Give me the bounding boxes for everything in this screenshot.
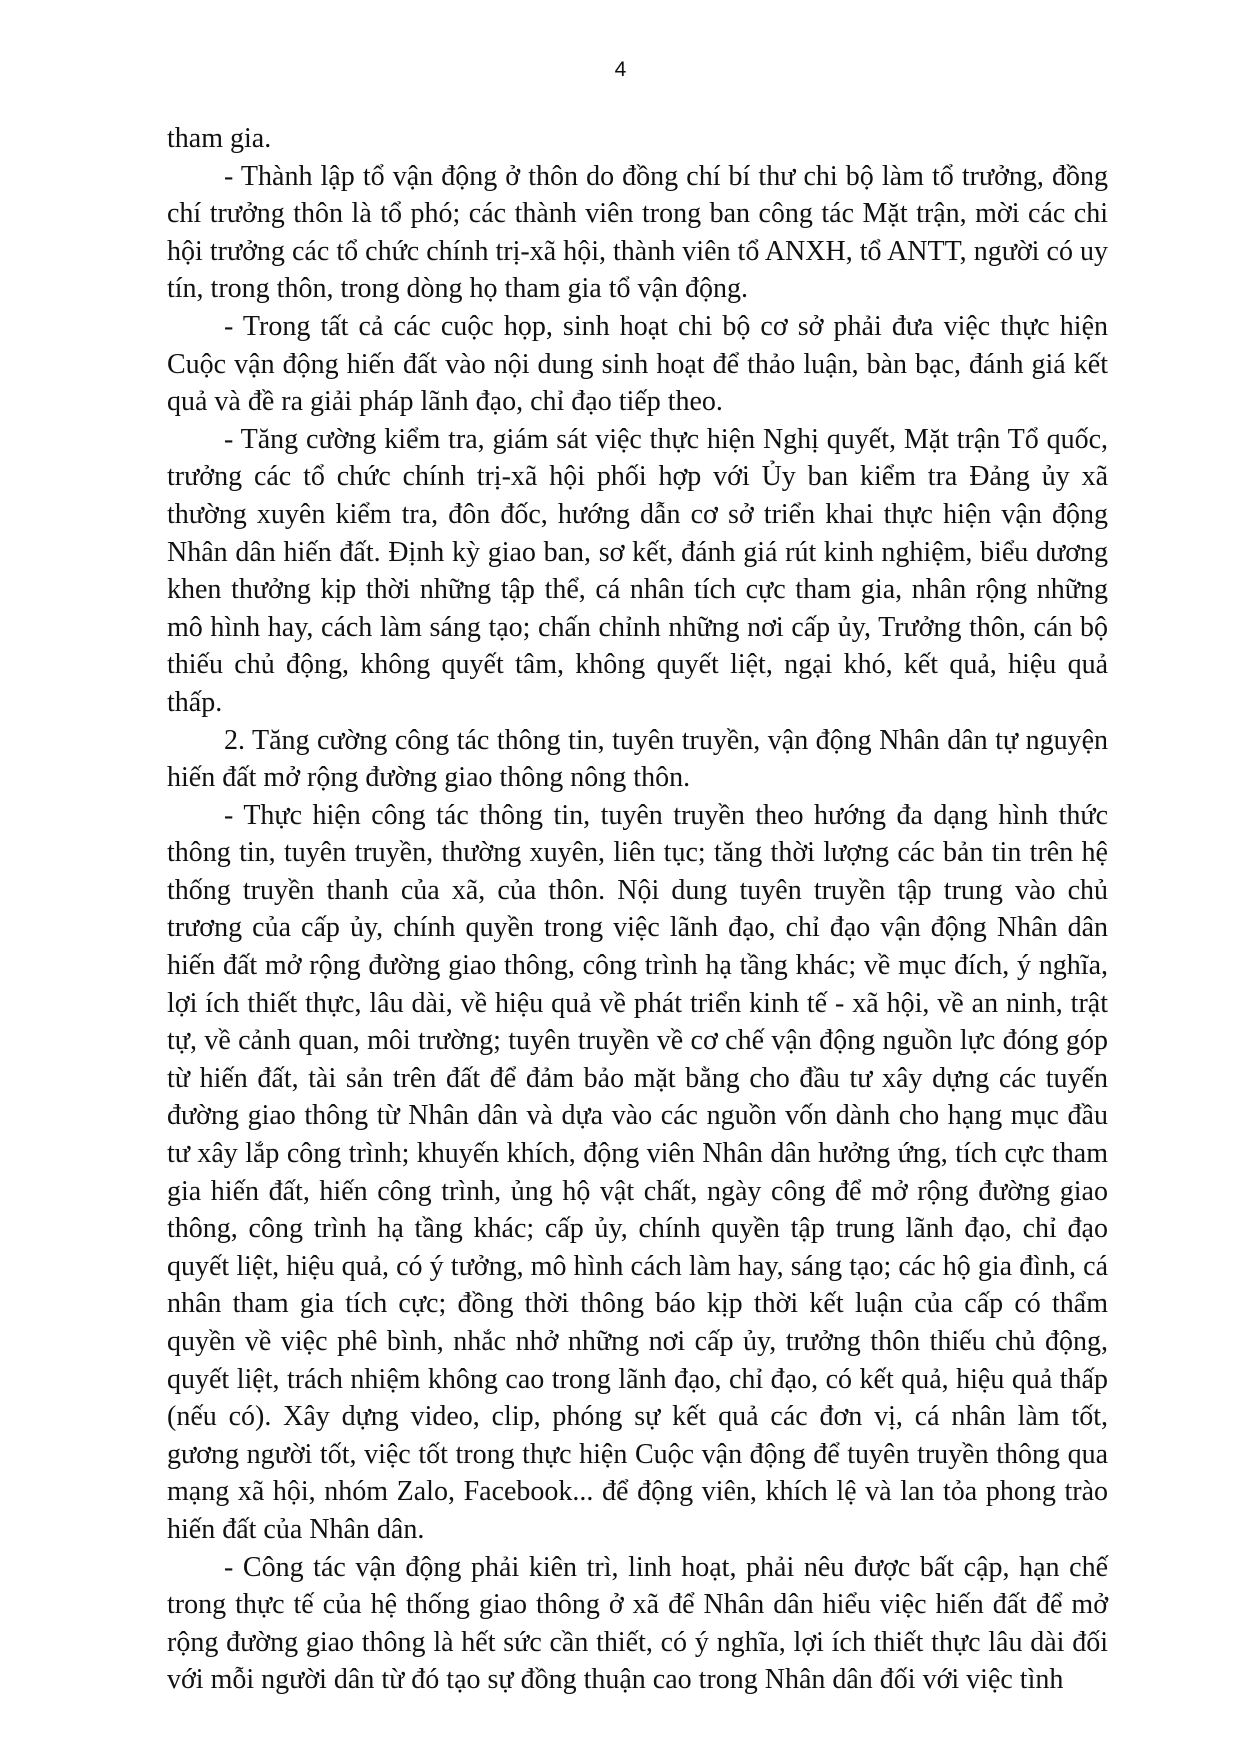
paragraph-thong-tin-tuyen-truyen: - Thực hiện công tác thông tin, tuyên truyền theo hướng đa dạng hình thức thông tin, tuyên truyền, thường xuyên, liên tục; tăng thời lượng các bản tin trên hệ thống truyền thanh của xã, của thôn. Nội dung tuyên truyền tập trung vào chủ trương của cấp ủy, chính quyền trong việc lãnh đạo, chỉ đạo vận động Nhân dân hiến đất mở rộng đường giao thông, công trình hạ tầng khác; về mục đích, ý nghĩa, lợi ích thiết thực, lâu dài, về hiệu quả về phát triển kinh tế - xã hội, về an ninh, trật tự, về cảnh quan, môi trường; tuyên truyền về cơ chế vận động nguồn lực đóng góp từ hiến đất, tài sản trên đất để đảm bảo mặt bằng cho đầu tư xây dựng các tuyến đường giao thông từ Nhân dân và dựa vào các nguồn vốn dành cho hạng mục đầu tư xây lắp công trình; khuyến khích, động viên Nhân dân hưởng ứng, tích cực tham gia hiến đất, hiến công trình, ủng hộ vật chất, ngày công để mở rộng đường giao thông, công trình hạ tầng khác; cấp ủy, chính quyền tập trung lãnh đạo, chỉ đạo quyết liệt, hiệu quả, có ý tưởng, mô hình cách làm hay, sáng tạo; các hộ gia đình, cá nhân tham gia tích cực; đồng thời thông báo kịp thời kết luận của cấp có thẩm quyền về việc phê bình, nhắc nhở những nơi cấp ủy, trưởng thôn thiếu chủ động, quyết liệt, trách nhiệm không cao trong lãnh đạo, chỉ đạo, có kết quả, hiệu quả thấp (nếu có). Xây dựng video, clip, phóng sự kết quả các đơn vị, cá nhân làm tốt, gương người tốt, việc tốt trong thực hiện Cuộc vận động để tuyên truyền thông qua mạng xã hội, nhóm Zalo, Facebook... để động viên, khích lệ và lan tỏa phong trào hiến đất của Nhân dân. (167, 799, 1108, 1545)
section-heading-2: 2. Tăng cường công tác thông tin, tuyên truyền, vận động Nhân dân tự nguyện hiến đất mở rộng đường giao thông nông thôn. (167, 724, 1108, 794)
paragraph-to-van-dong: - Thành lập tổ vận động ở thôn do đồng chí bí thư chi bộ làm tổ trưởng, đồng chí trưởng thôn là tổ phó; các thành viên trong ban công tác Mặt trận, mời các chi hội trưởng các tổ chức chính trị-xã hội, thành viên tổ ANXH, tổ ANTT, người có uy tín, trong thôn, trong dòng họ tham gia tổ vận động. (167, 160, 1108, 305)
page-number: 4 (614, 58, 627, 81)
paragraph-kiem-tra-giam-sat: - Tăng cường kiểm tra, giám sát việc thực hiện Nghị quyết, Mặt trận Tổ quốc, trưởng các tổ chức chính trị-xã hội phối hợp với Ủy ban kiểm tra Đảng ủy xã thường xuyên kiểm tra, đôn đốc, hướng dẫn cơ sở triển khai thực hiện vận động Nhân dân hiến đất. Định kỳ giao ban, sơ kết, đánh giá rút kinh nghiệm, biểu dương khen thưởng kịp thời những tập thể, cá nhân tích cực tham gia, nhân rộng những mô hình hay, cách làm sáng tạo; chấn chỉnh những nơi cấp ủy, Trưởng thôn, cán bộ thiếu chủ động, không quyết tâm, không quyết liệt, ngại khó, kết quả, hiệu quả thấp. (167, 423, 1108, 718)
paragraph-continuation: tham gia. (167, 123, 272, 154)
document-body (167, 120, 1108, 1699)
paragraph-sinh-hoat-chi-bo: - Trong tất cả các cuộc họp, sinh hoạt chi bộ cơ sở phải đưa việc thực hiện Cuộc vận động hiến đất vào nội dung sinh hoạt để thảo luận, bàn bạc, đánh giá kết quả và đề ra giải pháp lãnh đạo, chỉ đạo tiếp theo. (167, 310, 1108, 418)
paragraph-cong-tac-van-dong: - Công tác vận động phải kiên trì, linh hoạt, phải nêu được bất cập, hạn chế trong thực tế của hệ thống giao thông ở xã để Nhân dân hiểu việc hiến đất để mở rộng đường giao thông là hết sức cần thiết, có ý nghĩa, lợi ích thiết thực lâu dài đối với mỗi người dân từ đó tạo sự đồng thuận cao trong Nhân dân đối với việc tình (167, 1551, 1108, 1696)
